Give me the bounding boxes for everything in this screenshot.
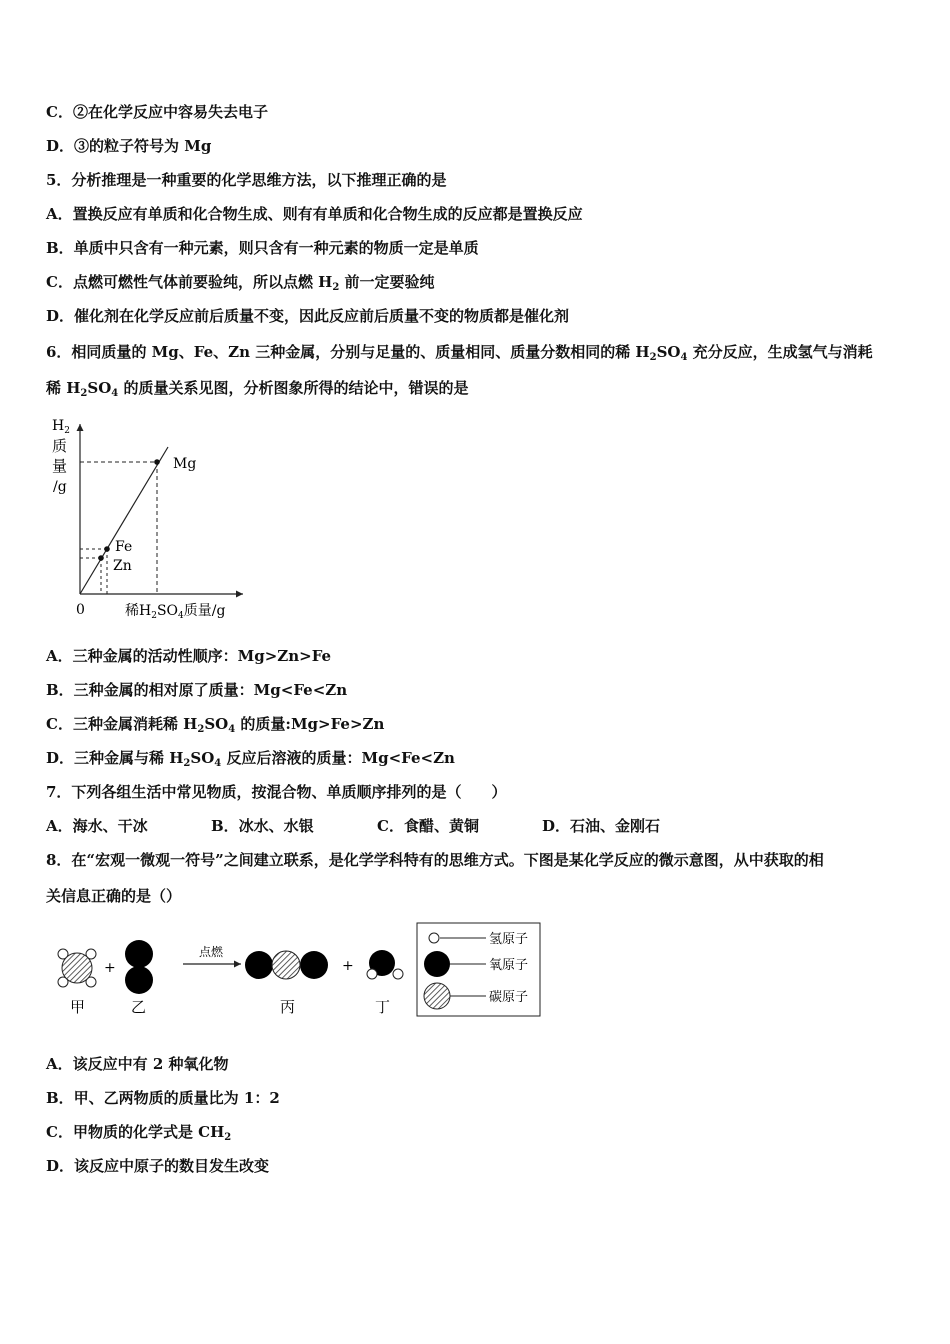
fe-label: Fe bbox=[115, 539, 133, 555]
label-bing: 丙 bbox=[280, 998, 296, 1016]
label-jia: 甲 bbox=[70, 998, 86, 1016]
label-yi: 乙 bbox=[131, 998, 147, 1016]
q7-option-a: A．海水、干冰 bbox=[46, 817, 148, 835]
y-axis-label: $H_2$ bbox=[52, 418, 70, 436]
molecule-jia bbox=[58, 949, 96, 987]
mg-label: Mg bbox=[173, 456, 197, 472]
zn-label: Zn bbox=[113, 558, 132, 574]
q7-stem: 7．下列各组生活中常见物质，按混合物、单质顺序排列的是（ ） bbox=[46, 783, 507, 801]
q8-option-a: A．该反应中有 2 种氧化物 bbox=[46, 1055, 229, 1073]
q6-option-d: D．三种金属与稀 $H_2SO_4$ 反应后溶液的质量：Mg<Fe<Zn bbox=[46, 749, 455, 769]
mg-point bbox=[154, 459, 160, 465]
y-axis-label-4: /g bbox=[53, 479, 67, 495]
q8-option-c: C．甲物质的化学式是 $CH_2$ bbox=[46, 1123, 232, 1143]
reaction-condition: 点燃 bbox=[199, 945, 224, 959]
q4-option-d: D．③的粒子符号为 Mg bbox=[46, 137, 212, 155]
legend bbox=[417, 923, 540, 1016]
q5-stem: 5．分析推理是一种重要的化学思维方法，以下推理正确的是 bbox=[46, 171, 447, 189]
molecule-yi bbox=[125, 940, 153, 994]
molecule-bing bbox=[245, 951, 328, 979]
origin-label: 0 bbox=[76, 602, 85, 618]
x-axis-label: 稀$H_2SO_4$质量/g bbox=[125, 603, 226, 621]
q8-option-b: B．甲、乙两物质的质量比为 1：2 bbox=[46, 1089, 280, 1107]
q7-option-c: C．食醋、黄铜 bbox=[377, 817, 479, 835]
q6-graph bbox=[40, 410, 260, 625]
molecule-ding bbox=[367, 950, 403, 979]
q6-stem-line1: 6．相同质量的 Mg、Fe、Zn 三种金属，分别与足量的、质量相同、质量分数相同的稀 $H_2SO_4$ 充分反应，生成氢气与消耗 bbox=[46, 343, 873, 363]
q5-option-d: D．催化剂在化学反应前后质量不变，因此反应前后质量不变的物质都是催化剂 bbox=[46, 307, 570, 325]
y-axis-label-2: 质 bbox=[52, 437, 68, 455]
plus-1: + bbox=[104, 960, 116, 976]
legend-hydrogen: 氢原子 bbox=[489, 932, 529, 947]
label-ding: 丁 bbox=[375, 998, 391, 1016]
q8-option-d: D．该反应中原子的数目发生改变 bbox=[46, 1157, 270, 1175]
q6-option-a: A．三种金属的活动性顺序：Mg>Zn>Fe bbox=[46, 647, 332, 665]
q8-stem-line1: 8．在“宏观一微观一符号”之间建立联系，是化学学科特有的思维方式。下图是某化学反应的微示意图，从中获取的相 bbox=[46, 851, 824, 869]
q7-option-d: D．石油、金刚石 bbox=[542, 817, 661, 835]
plus-2: + bbox=[342, 958, 354, 974]
q5-option-a: A．置换反应有单质和化合物生成、则有有单质和化合物生成的反应都是置换反应 bbox=[46, 205, 583, 223]
q6-option-c: C．三种金属消耗稀 $H_2SO_4$ 的质量:Mg>Fe>Zn bbox=[46, 715, 385, 735]
q6-stem-line2: 稀 $H_2SO_4$ 的质量关系见图，分析图象所得的结论中，错误的是 bbox=[46, 379, 469, 399]
q5-option-c: C．点燃可燃性气体前要验纯，所以点燃 $H_2$ 前一定要验纯 bbox=[46, 273, 435, 293]
q7-option-b: B．冰水、水银 bbox=[211, 817, 314, 835]
q8-reaction-diagram bbox=[40, 920, 550, 1025]
legend-oxygen: 氧原子 bbox=[489, 958, 529, 973]
y-axis-label-3: 量 bbox=[52, 457, 68, 475]
q4-option-c: C．②在化学反应中容易失去电子 bbox=[46, 103, 268, 121]
q8-stem-line2: 关信息正确的是（） bbox=[46, 887, 182, 905]
legend-carbon: 碳原子 bbox=[489, 990, 529, 1005]
q6-option-b: B．三种金属的相对原了质量：Mg<Fe<Zn bbox=[46, 681, 348, 699]
fe-point bbox=[104, 546, 110, 552]
q5-option-b: B．单质中只含有一种元素，则只含有一种元素的物质一定是单质 bbox=[46, 239, 479, 257]
zn-point bbox=[98, 555, 104, 561]
